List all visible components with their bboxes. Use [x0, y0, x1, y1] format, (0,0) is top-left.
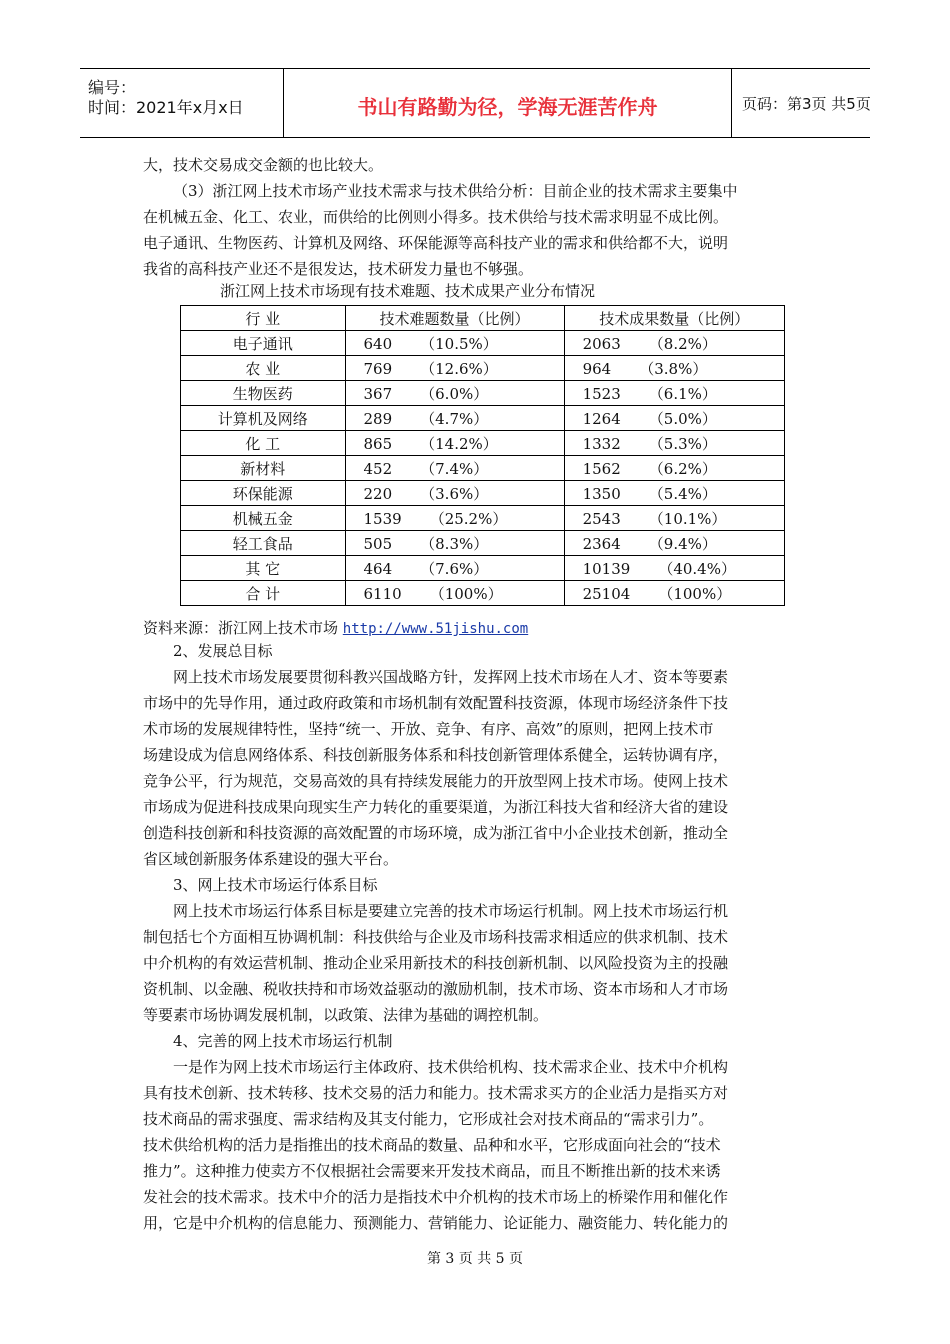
- results-cell: [564, 556, 784, 581]
- table-row: [181, 331, 785, 356]
- problems-percent: （7.6%）: [420, 559, 489, 578]
- results-count: 1350: [582, 484, 621, 503]
- results-count: 10139: [582, 559, 631, 578]
- results-percent: （8.2%）: [648, 334, 717, 353]
- results-percent: （3.8%）: [639, 359, 708, 378]
- problems-percent: （25.2%）: [429, 509, 508, 528]
- industry-cell: 机械五金: [181, 506, 346, 531]
- results-count: 2543: [582, 509, 621, 528]
- results-count: 1264: [582, 409, 621, 428]
- industry-cell: 农 业: [181, 356, 346, 381]
- problems-cell: [345, 506, 564, 531]
- results-percent: （9.4%）: [648, 534, 717, 553]
- table-row: [181, 531, 785, 556]
- bottom-paragraphs: [143, 638, 815, 1236]
- problems-count: 464: [363, 559, 393, 578]
- results-count: 1523: [582, 384, 621, 403]
- paragraph-line: 技术供给机构的活力是指推出的技术商品的数量、品种和水平，它形成面向社会的“技术: [143, 1136, 721, 1154]
- results-percent: （6.2%）: [648, 459, 717, 478]
- page-header: [80, 68, 870, 138]
- paragraph-line: 制包括七个方面相互协调机制：科技供给与企业及市场科技需求相适应的供求机制、技术: [143, 928, 729, 946]
- problems-count: 6110: [363, 584, 402, 603]
- paragraph-line: 具有技术创新、技术转移、技术交易的活力和能力。技术需求买方的企业活力是指买方对: [143, 1084, 729, 1102]
- results-cell: [564, 581, 784, 606]
- results-count: 25104: [582, 584, 631, 603]
- results-percent: （5.4%）: [648, 484, 717, 503]
- industry-cell: 新材料: [181, 456, 346, 481]
- table-row: [181, 406, 785, 431]
- results-count: 964: [582, 359, 612, 378]
- table-row: [181, 481, 785, 506]
- results-count: 2063: [582, 334, 621, 353]
- table-header-results: 技术成果数量（比例）: [564, 306, 784, 331]
- paragraph-line: 电子通讯、生物医药、计算机及网络、环保能源等高科技产业的需求和供给都不大，说明: [143, 234, 729, 252]
- results-count: 2364: [582, 534, 621, 553]
- table-row: [181, 556, 785, 581]
- problems-count: 1539: [363, 509, 402, 528]
- problems-cell: [345, 381, 564, 406]
- problems-cell: [345, 331, 564, 356]
- paragraph-line: 技术商品的需求强度、需求结构及其支付能力，它形成社会对技术商品的“需求引力”。: [143, 1110, 714, 1128]
- industry-cell: 环保能源: [181, 481, 346, 506]
- problems-count: 505: [363, 534, 393, 553]
- problems-cell: [345, 456, 564, 481]
- header-info-cell: [80, 69, 284, 137]
- header-motto: 书山有路勤为径，学海无涯苦作舟: [357, 95, 658, 119]
- results-percent: （5.3%）: [648, 434, 717, 453]
- paragraph-line: 场建设成为信息网络体系、科技创新服务体系和科技创新管理体系健全，运转协调有序，: [143, 746, 729, 764]
- industry-cell: 生物医药: [181, 381, 346, 406]
- paragraph-line: 等要素市场协调发展机制，以政策、法律为基础的调控机制。: [143, 1006, 549, 1024]
- problems-percent: （8.3%）: [420, 534, 489, 553]
- table-row: [181, 431, 785, 456]
- document-number-label: 编号：: [88, 78, 137, 97]
- results-percent: （6.1%）: [648, 384, 717, 403]
- table-title: 浙江网上技术市场现有技术难题、技术成果产业分布情况: [220, 282, 596, 300]
- paragraph-line: 网上技术市场运行体系目标是要建立完善的技术市场运行机制。网上技术市场运行机: [173, 902, 729, 920]
- industry-cell: 电子通讯: [181, 331, 346, 356]
- results-percent: （40.4%）: [658, 559, 736, 578]
- problems-cell: [345, 431, 564, 456]
- results-percent: （10.1%）: [648, 509, 727, 528]
- page-footer: 第 3 页 共 5 页: [426, 1251, 524, 1267]
- problems-percent: （10.5%）: [420, 334, 498, 353]
- problems-percent: （4.7%）: [420, 409, 489, 428]
- paragraph-line: 发社会的技术需求。技术中介的活力是指技术中介机构的技术市场上的桥梁作用和催化作: [143, 1188, 729, 1206]
- results-cell: [564, 331, 784, 356]
- paragraph-line: 省区域创新服务体系建设的强大平台。: [143, 850, 399, 868]
- source-label: 资料来源：浙江网上技术市场: [143, 619, 343, 637]
- problems-cell: [345, 581, 564, 606]
- problems-count: 452: [363, 459, 393, 478]
- table-header-problems: 技术难题数量（比例）: [345, 306, 564, 331]
- results-cell: [564, 506, 784, 531]
- industry-cell: 计算机及网络: [181, 406, 346, 431]
- results-cell: [564, 456, 784, 481]
- top-paragraph: [143, 152, 815, 282]
- header-page-cell: [732, 69, 870, 137]
- problems-percent: （100%）: [429, 584, 503, 603]
- problems-cell: [345, 406, 564, 431]
- paragraph-line: 网上技术市场发展要贯彻科教兴国战略方针，发挥网上技术市场在人才、资本等要素: [173, 668, 729, 686]
- paragraph-line: 中介机构的有效运营机制、推动企业采用新技术的科技创新机制、以风险投资为主的投融: [143, 954, 729, 972]
- results-cell: [564, 531, 784, 556]
- results-count: 1562: [582, 459, 621, 478]
- industry-distribution-table: [180, 305, 785, 606]
- problems-count: 865: [363, 434, 393, 453]
- results-cell: [564, 481, 784, 506]
- paragraph-line: 我省的高科技产业还不是很发达，技术研发力量也不够强。: [143, 260, 534, 278]
- paragraph-line: 用，它是中介机构的信息能力、预测能力、营销能力、论证能力、融资能力、转化能力的: [143, 1214, 729, 1232]
- table-header-row: [181, 306, 785, 331]
- results-cell: [564, 381, 784, 406]
- document-time-label: 时间：2021年x月x日: [88, 98, 244, 117]
- industry-cell: 合 计: [181, 581, 346, 606]
- source-link[interactable]: http://www.51jishu.com: [342, 621, 529, 637]
- problems-cell: [345, 556, 564, 581]
- table-row: [181, 581, 785, 606]
- paragraph-line: 术市场的发展规律特性，坚持“统一、开放、竞争、有序、高效”的原则，把网上技术市: [143, 720, 714, 738]
- header-page-number: 页码：第3页 共5页: [742, 95, 871, 113]
- problems-count: 367: [363, 384, 393, 403]
- paragraph-line: 推力”。这种推力使卖方不仅根据社会需要来开发技术商品，而且不断推出新的技术来诱: [143, 1162, 721, 1180]
- problems-count: 769: [363, 359, 393, 378]
- paragraph-line: 市场中的先导作用，通过政府政策和市场机制有效配置科技资源，体现市场经济条件下技: [143, 694, 729, 712]
- paragraph-line: 竞争公平，行为规范，交易高效的具有持续发展能力的开放型网上技术市场。使网上技术: [143, 772, 729, 790]
- paragraph-line: 市场成为促进科技成果向现实生产力转化的重要渠道，为浙江科技大省和经济大省的建设: [143, 798, 729, 816]
- results-percent: （5.0%）: [648, 409, 717, 428]
- results-cell: [564, 406, 784, 431]
- problems-count: 220: [363, 484, 393, 503]
- table-row: [181, 381, 785, 406]
- problems-count: 289: [363, 409, 393, 428]
- problems-percent: （14.2%）: [420, 434, 498, 453]
- industry-cell: 轻工食品: [181, 531, 346, 556]
- problems-percent: （12.6%）: [420, 359, 498, 378]
- data-source: [143, 617, 528, 638]
- results-count: 1332: [582, 434, 621, 453]
- results-percent: （100%）: [658, 584, 732, 603]
- results-cell: [564, 356, 784, 381]
- header-motto-cell: [284, 69, 732, 137]
- paragraph-line: 一是作为网上技术市场运行主体政府、技术供给机构、技术需求企业、技术中介机构: [173, 1058, 729, 1076]
- table-row: [181, 356, 785, 381]
- table-row: [181, 506, 785, 531]
- paragraph-line: 4、完善的网上技术市场运行机制: [173, 1032, 393, 1050]
- problems-cell: [345, 531, 564, 556]
- problems-percent: （7.4%）: [420, 459, 489, 478]
- industry-cell: 其 它: [181, 556, 346, 581]
- paragraph-line: 资机制、以金融、税收扶持和市场效益驱动的激励机制，技术市场、资本市场和人才市场: [143, 980, 729, 998]
- industry-cell: 化 工: [181, 431, 346, 456]
- problems-percent: （6.0%）: [420, 384, 489, 403]
- paragraph-line: 大，技术交易成交金额的也比较大。: [143, 156, 384, 174]
- results-cell: [564, 431, 784, 456]
- problems-count: 640: [363, 334, 393, 353]
- paragraph-line: 创造科技创新和科技资源的高效配置的市场环境，成为浙江省中小企业技术创新，推动全: [143, 824, 729, 842]
- paragraph-line: （3）浙江网上技术市场产业技术需求与技术供给分析：目前企业的技术需求主要集中: [173, 182, 738, 200]
- paragraph-line: 3、网上技术市场运行体系目标: [173, 876, 378, 894]
- paragraph-line: 2、发展总目标: [173, 642, 273, 660]
- paragraph-line: 在机械五金、化工、农业，而供给的比例则小得多。技术供给与技术需求明显不成比例。: [143, 208, 729, 226]
- table-row: [181, 456, 785, 481]
- problems-cell: [345, 356, 564, 381]
- problems-cell: [345, 481, 564, 506]
- table-header-industry: 行 业: [181, 306, 346, 331]
- problems-percent: （3.6%）: [420, 484, 489, 503]
